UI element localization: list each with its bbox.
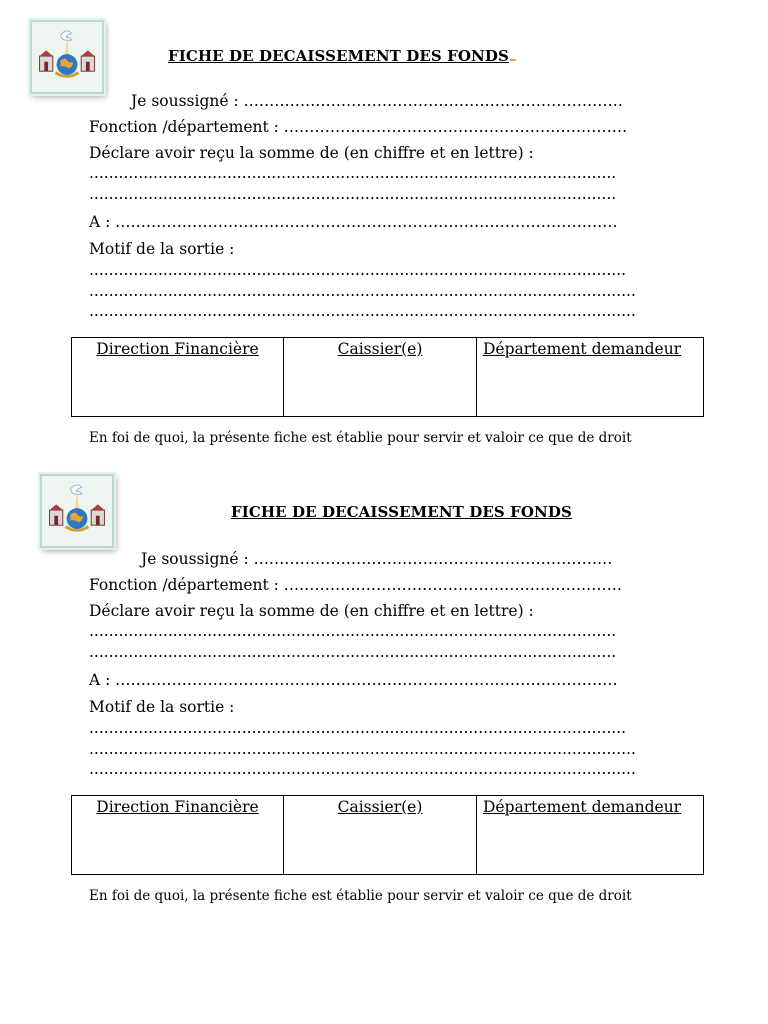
motif-label: Motif de la sortie : [89, 698, 235, 716]
motif-field-3[interactable]: ............................................................................................................... [89, 760, 636, 778]
a-field[interactable]: .................................................................................................. [115, 213, 618, 231]
declare-label: Déclare avoir reçu la somme de (en chiffre et en lettre) : [89, 144, 534, 162]
form-title: FICHE DE DECAISSEMENT DES FONDS [231, 503, 572, 521]
amount-field-2[interactable]: ........................................................................................................... [89, 185, 617, 203]
a-label: A : [89, 671, 111, 689]
dove-globe-logo-icon [40, 474, 114, 548]
signature-cell-direction-financiere[interactable]: Direction Financière [72, 338, 284, 417]
fonction-label: Fonction /département : [89, 118, 279, 136]
footer-statement: En foi de quoi, la présente fiche est établie pour servir et valoir ce que de droit [89, 888, 632, 904]
a-label: A : [89, 213, 111, 231]
amount-field-2[interactable]: ........................................................................................................... [89, 643, 617, 661]
motif-field-3[interactable]: ............................................................................................................... [89, 302, 636, 320]
dove-globe-logo-icon [30, 20, 104, 94]
motif-field-2[interactable]: ............................................................................................................... [89, 740, 636, 758]
motif-field-1[interactable]: ............................................................................................................. [89, 719, 627, 737]
soussigne-line [141, 549, 613, 569]
signature-table [71, 795, 704, 875]
fonction-line [89, 117, 627, 137]
footer-statement: En foi de quoi, la présente fiche est établie pour servir et valoir ce que de droit [89, 430, 632, 446]
signature-cell-direction-financiere[interactable]: Direction Financière [72, 796, 284, 875]
amount-field-1[interactable]: ........................................................................................................... [89, 622, 617, 640]
soussigne-field[interactable]: .......................................................................... [243, 92, 624, 110]
a-field[interactable]: .................................................................................................. [115, 671, 618, 689]
form-title: FICHE DE DECAISSEMENT DES FONDS [168, 47, 516, 65]
signature-cell-caissier[interactable]: Caissier(e) [284, 338, 477, 417]
a-line [89, 670, 618, 690]
fonction-field[interactable]: ................................................................... [283, 118, 628, 136]
amount-field-1[interactable]: ........................................................................................................... [89, 164, 617, 182]
fonction-label: Fonction /département : [89, 576, 279, 594]
declare-label: Déclare avoir reçu la somme de (en chiffre et en lettre) : [89, 602, 534, 620]
soussigne-label: Je soussigné : [131, 92, 239, 110]
signature-cell-departement-demandeur[interactable]: Département demandeur [477, 796, 704, 875]
signature-cell-caissier[interactable]: Caissier(e) [284, 796, 477, 875]
motif-field-1[interactable]: ............................................................................................................. [89, 261, 627, 279]
soussigne-field[interactable]: ...................................................................... [253, 550, 613, 568]
motif-label: Motif de la sortie : [89, 240, 235, 258]
soussigne-label: Je soussigné : [141, 550, 249, 568]
signature-cell-departement-demandeur[interactable]: Département demandeur [477, 338, 704, 417]
soussigne-line [131, 91, 623, 111]
a-line [89, 212, 618, 232]
motif-field-2[interactable]: ............................................................................................................... [89, 282, 636, 300]
fonction-field[interactable]: .................................................................. [283, 576, 623, 594]
title-accent-mark [510, 59, 516, 61]
signature-table [71, 337, 704, 417]
fonction-line [89, 575, 622, 595]
